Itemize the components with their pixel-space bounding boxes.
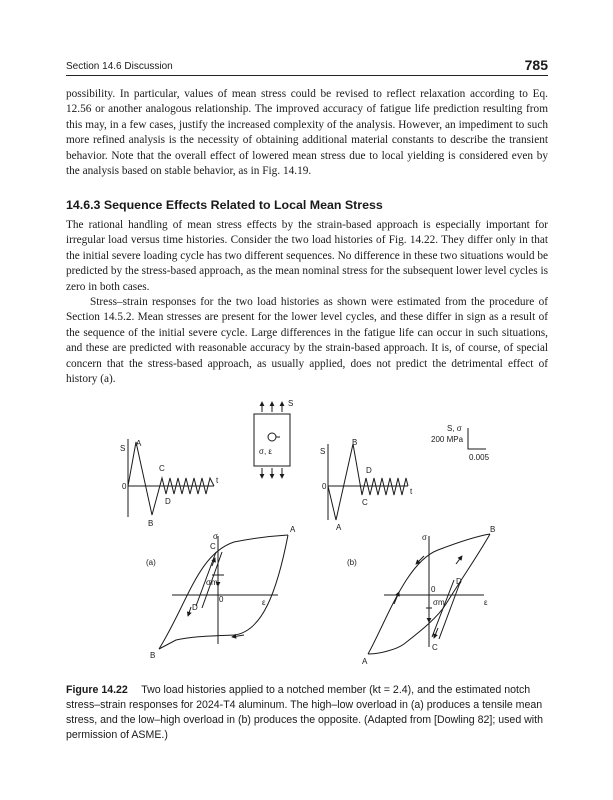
- history-a-valley-b: B: [148, 519, 154, 528]
- figure-caption: [66, 683, 548, 743]
- history-b-point-d: D: [366, 466, 372, 475]
- history-a-peak-a: A: [136, 439, 142, 448]
- loop-a-point-b: B: [150, 651, 156, 660]
- loop-b-sigma-label: σ: [422, 533, 427, 542]
- loop-a-zero: 0: [219, 595, 224, 604]
- section-body: [66, 218, 548, 387]
- loop-b-sigma-m: σm: [433, 598, 445, 607]
- member-strain-label: σ, ε: [259, 447, 272, 456]
- loop-b-eps-label: ε: [484, 598, 488, 607]
- loop-b-point-c: C: [432, 643, 438, 652]
- notched-member: [254, 402, 290, 478]
- loop-a-sigma-label: σ: [213, 532, 218, 541]
- loop-b-point-a: A: [362, 657, 368, 666]
- member-plate: [254, 414, 290, 466]
- history-a-signal: [128, 442, 214, 515]
- loop-b-panel-label: (b): [347, 558, 357, 567]
- figure-14-22: [66, 392, 548, 682]
- paragraph-2: The rational handling of mean stress effects by the strain-based approach is especially important for irregular load versus time histories. Consider the two load histories of Fig. 14.22. They differ only in that the initial severe loading cycle has two different sequences. No difference in these two situations would be predicted by the stress-based approach, as the mean nominal stress for the subsequent lower level cycles is zero in both cases.: [66, 219, 548, 293]
- running-head: [66, 57, 548, 77]
- scale-stress-value: 200 MPa: [431, 435, 464, 444]
- paragraph-1: possibility. In particular, values of mean stress could be revised to reflect relaxation according to Eq. 12.56 or another analogous relationship. The improved accuracy of fatigue life prediction resulting from this may, in a few cases, justify the increased complexity of the analysis. However, an impediment to such more refined analysis is the necessity of obtaining additional material constants to describe the transient behavior. Note that the overall effect of lowered mean stress due to local yielding is considered even by the analysis based on stable behavior, as in Fig. 14.19.: [66, 88, 548, 178]
- section-title: Section 14.6 Discussion: [66, 61, 173, 72]
- history-b-time-label: t: [410, 487, 413, 496]
- loop-a-panel-label: (a): [146, 558, 156, 567]
- history-b-point-c: C: [362, 498, 368, 507]
- history-a-point-c: C: [159, 464, 165, 473]
- stress-strain-loop-b: [368, 534, 490, 654]
- page-number: 785: [524, 57, 548, 73]
- loop-b-point-d: D: [456, 577, 462, 586]
- scale-bar: [468, 428, 486, 449]
- history-b-s-label: S: [320, 447, 326, 456]
- loop-a-lower-branch: [159, 535, 288, 649]
- stress-strain-loop-a: [159, 535, 288, 649]
- history-a-zero: 0: [122, 482, 127, 491]
- loop-a-point-d: D: [192, 603, 198, 612]
- caption-label: Figure 14.22: [66, 684, 139, 696]
- load-history-b: [328, 444, 408, 520]
- history-b-valley-a: A: [336, 523, 342, 532]
- history-b-signal: [328, 444, 408, 520]
- paragraph-continued: [66, 87, 548, 179]
- header-rule: [66, 75, 548, 76]
- scale-axis-label: S, σ: [447, 424, 462, 433]
- load-history-a: [128, 439, 214, 517]
- scale-strain-value: 0.005: [469, 453, 490, 462]
- loop-a-point-c: C: [210, 542, 216, 551]
- loop-a-point-a: A: [290, 525, 296, 534]
- figure-drawing: [66, 392, 548, 682]
- section-heading: 14.6.3 Sequence Effects Related to Local Mean Stress: [66, 198, 383, 212]
- loop-b-point-b: B: [490, 525, 496, 534]
- paragraph-3: Stress–strain responses for the two load histories as shown were estimated from the procedure of Section 14.5.2. Mean stresses are present for the lower level cycles, and these differ in sign as a result of the sequence of the initial severe cycle. Large differences in the fatigue life can occur in such situations, and these are predicted with reasonable accuracy by the strain-based approach. It is, of course, of special concern that the stress-based approach, as usually applied, does not predict the detrimental effect of history (a).: [66, 296, 548, 386]
- history-b-zero: 0: [322, 482, 327, 491]
- member-load-label: S: [288, 399, 294, 408]
- notch-hole: [268, 433, 276, 441]
- history-a-time-label: t: [216, 476, 219, 485]
- caption-text: Two load histories applied to a notched member (kt = 2.4), and the estimated notch stress–strain responses for 2024-T4 aluminum. The high–low overload in (a) produces a tensile mean stress, and the low–high overload in (b) produces the opposite. (Adapted from [Dowling 82]; used with permission of ASME.): [66, 684, 543, 741]
- loop-a-upper-branch: [159, 535, 288, 649]
- loop-a-eps-label: ε: [262, 598, 266, 607]
- loop-a-sigma-m: σm: [206, 578, 218, 587]
- history-b-peak-b: B: [352, 438, 358, 447]
- loop-b-zero: 0: [431, 585, 436, 594]
- history-a-point-d: D: [165, 497, 171, 506]
- history-a-s-label: S: [120, 444, 126, 453]
